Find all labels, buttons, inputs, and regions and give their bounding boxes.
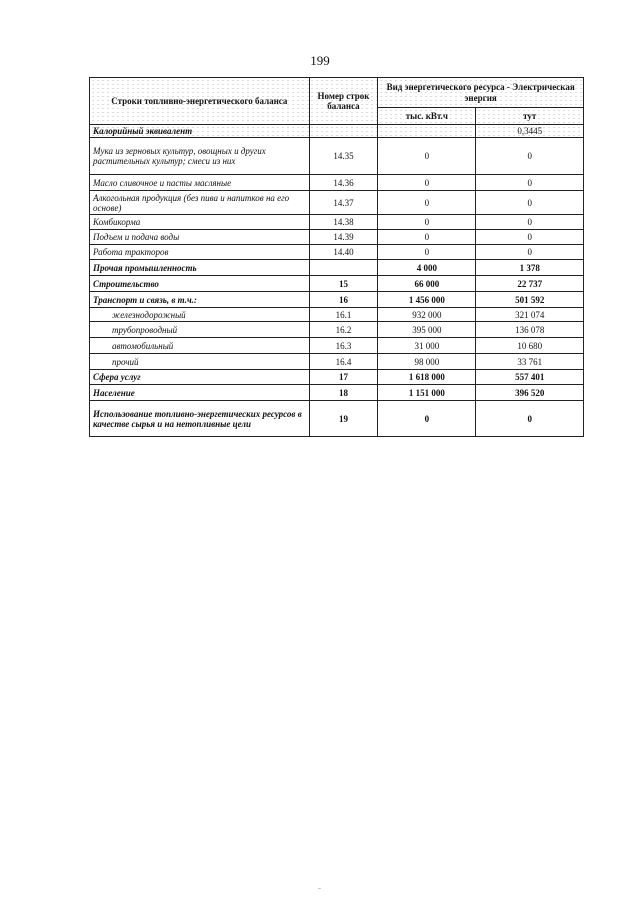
row-number [309,260,378,276]
table-row [90,276,584,292]
row-name: Алкогольная продукция (без пива и напитков на его основе) [90,191,310,215]
table-row [90,260,584,276]
row-value-tut: 0 [476,175,584,191]
row-value-kwh: 1 618 000 [378,370,476,385]
table-row [90,338,584,354]
row-number: 14.36 [309,175,378,191]
row-number: 14.39 [309,230,378,245]
header-unit-tut: тут [476,108,584,125]
row-name: Работа тракторов [90,245,310,260]
row-name: Транспорт и связь, в т.ч.: [90,292,310,308]
row-name: прочий [90,354,310,370]
row-number: 18 [309,385,378,401]
row-value-kwh: 66 000 [378,276,476,292]
table-row [90,138,584,175]
row-number: 16.3 [309,338,378,354]
row-value-tut: 136 078 [476,322,584,338]
row-value-tut: 10 680 [476,338,584,354]
row-value-tut: 0 [476,191,584,215]
row-value-tut: 501 592 [476,292,584,308]
row-name: железнодорожный [90,308,310,322]
table-row [90,215,584,230]
row-value-tut: 0 [476,215,584,230]
table-row [90,370,584,385]
row-value-tut: 0 [476,401,584,437]
table-row [90,322,584,338]
row-value-kwh: 1 456 000 [378,292,476,308]
row-value-kwh: 0 [378,215,476,230]
row-value-kwh: 98 000 [378,354,476,370]
table-row [90,385,584,401]
page-number: 199 [310,53,330,68]
calorie-equivalent-num [309,125,378,138]
row-name: автомобильный [90,338,310,354]
row-number: 16.1 [309,308,378,322]
row-name: Использование топливно-энергетических ресурсов в качестве сырья и на нетопливные цели [90,401,310,437]
table-row [90,245,584,260]
row-number: 17 [309,370,378,385]
row-value-tut: 0 [476,230,584,245]
row-number: 15 [309,276,378,292]
energy-balance-table [89,77,584,437]
row-name: Комбикорма [90,215,310,230]
row-name: Строительство [90,276,310,292]
calorie-equivalent-label: Калорийный эквивалент [90,125,310,138]
row-number: 14.40 [309,245,378,260]
calorie-equivalent-kwh [378,125,476,138]
table-row [90,354,584,370]
header-row-number: Номер строк баланса [309,78,378,125]
row-value-kwh: 0 [378,175,476,191]
table-row [90,230,584,245]
row-value-tut: 0 [476,138,584,175]
table-row [90,175,584,191]
row-value-tut: 1 378 [476,260,584,276]
row-value-kwh: 0 [378,191,476,215]
row-name: Прочая промышленность [90,260,310,276]
table-row [90,401,584,437]
header-unit-kwh: тыс. кВт.ч [378,108,476,125]
header-energy-resource: Вид энергетического ресурса - Электрическая энергия [378,78,584,108]
row-number: 14.35 [309,138,378,175]
row-value-kwh: 0 [378,401,476,437]
header-balance-rows: Строки топливно-энергетического баланса [90,78,310,125]
row-number: 16 [309,292,378,308]
row-value-kwh: 1 151 000 [378,385,476,401]
row-number: 16.2 [309,322,378,338]
row-name: Подъем и подача воды [90,230,310,245]
row-value-kwh: 31 000 [378,338,476,354]
row-name: Сфера услуг [90,370,310,385]
row-value-tut: 321 074 [476,308,584,322]
table-row [90,191,584,215]
row-name: Масло сливочное и пасты масляные [90,175,310,191]
row-value-kwh: 0 [378,230,476,245]
row-number: 16.4 [309,354,378,370]
row-value-kwh: 932 000 [378,308,476,322]
row-value-tut: 0 [476,245,584,260]
calorie-equivalent-row [90,125,584,138]
row-value-kwh: 0 [378,245,476,260]
row-value-tut: 396 520 [476,385,584,401]
row-name: трубопроводный [90,322,310,338]
row-name: Мука из зерновых культур, овощных и других растительных культур; смеси из них [90,138,310,175]
calorie-equivalent-tut: 0,3445 [476,125,584,138]
row-number: 14.38 [309,215,378,230]
table-row [90,308,584,322]
table-row [90,292,584,308]
table-body [90,138,584,437]
row-number: 19 [309,401,378,437]
row-name: Население [90,385,310,401]
row-number: 14.37 [309,191,378,215]
row-value-kwh: 0 [378,138,476,175]
row-value-kwh: 395 000 [378,322,476,338]
row-value-tut: 557 401 [476,370,584,385]
row-value-kwh: 4 000 [378,260,476,276]
row-value-tut: 22 737 [476,276,584,292]
table-header-row [90,78,584,108]
row-value-tut: 33 761 [476,354,584,370]
scan-mark [318,888,321,889]
